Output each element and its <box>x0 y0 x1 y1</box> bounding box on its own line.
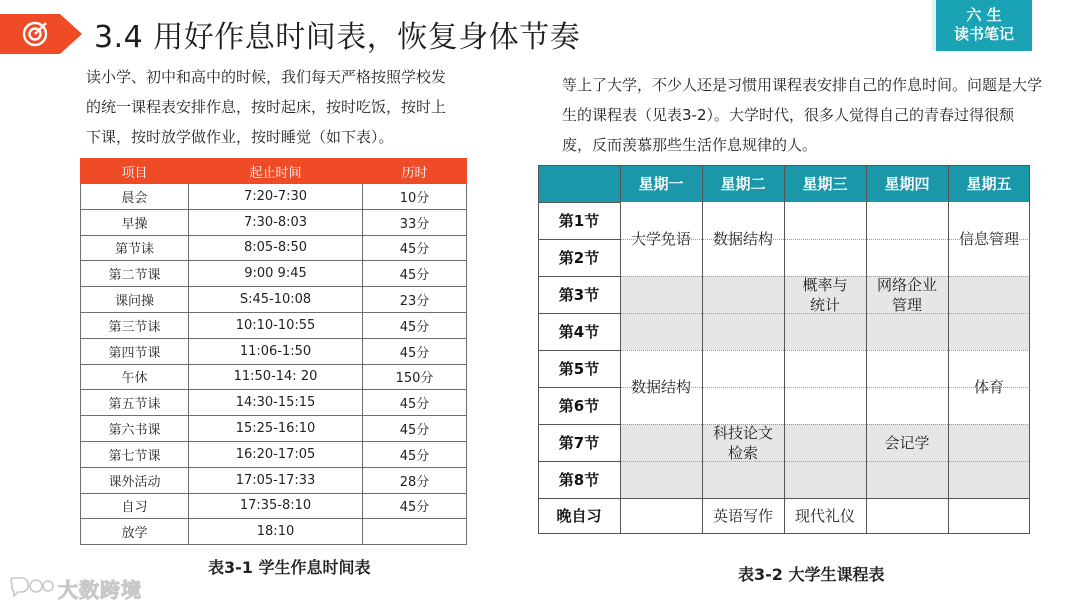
table-row <box>81 416 467 442</box>
day-header-cell: 星期二 <box>702 165 784 202</box>
period-label: 第5节 <box>558 359 600 378</box>
schedule-cell: 8:05-8:50 <box>189 235 363 261</box>
schedule-cell: S:45-10:08 <box>189 287 363 313</box>
grid-line <box>538 276 620 277</box>
period-label: 第3节 <box>558 285 600 304</box>
intro-paragraph-left: 读小学、初中和高中的时候，我们每天严格按照学校发的统一课程表安排作息，按时起床，按时吃饭，按时上下课，按时放学做作业，按时睡觉（如下表）。 <box>86 68 447 146</box>
grid-line <box>538 533 1030 534</box>
grid-line <box>538 424 620 425</box>
table-row <box>81 364 467 390</box>
schedule-cell: 11:50-14: 20 <box>189 364 363 390</box>
schedule-cell: 10分 <box>363 184 467 210</box>
course-cell: 会记学 <box>884 433 930 452</box>
grid-line <box>538 313 620 314</box>
table-row <box>81 493 467 519</box>
schedule-cell: 11:06-1:50 <box>189 338 363 364</box>
table-row <box>81 519 467 545</box>
schedule-cell: 第六书课 <box>81 416 189 442</box>
schedule-cell: 23分 <box>363 287 467 313</box>
period-label: 晚自习 <box>556 507 602 525</box>
grid-line <box>538 461 620 462</box>
period-label: 第8节 <box>558 470 600 489</box>
schedule-cell: 45分 <box>363 235 467 261</box>
schedule-cell: 17:35-8:10 <box>189 493 363 519</box>
course-cell: 网络企业 管理 <box>876 275 937 314</box>
course-cell: 大学免语 <box>630 230 691 248</box>
grid-line <box>538 239 620 240</box>
table-row <box>81 390 467 416</box>
schedule-table <box>80 158 467 545</box>
schedule-cell: 17:05-17:33 <box>189 467 363 493</box>
grid-line <box>538 202 620 203</box>
chat-bubble-icon <box>8 574 54 598</box>
schedule-cell: 150分 <box>363 364 467 390</box>
table-row <box>81 441 467 467</box>
grid-line <box>1029 165 1030 534</box>
schedule-header-cell: 项目 <box>81 159 189 184</box>
schedule-cell: 自习 <box>81 493 189 519</box>
table-row <box>81 287 467 313</box>
period-label: 第2节 <box>558 248 600 267</box>
course-cell: 英语写作 <box>712 507 773 525</box>
grid-dotted-line <box>620 350 1030 351</box>
schedule-cell: 45分 <box>363 261 467 287</box>
brand-logo <box>936 0 1032 51</box>
title-badge <box>0 14 88 54</box>
schedule-cell: 45分 <box>363 441 467 467</box>
grid-dotted-line <box>620 461 1030 462</box>
watermark <box>8 572 148 602</box>
schedule-cell: 45分 <box>363 416 467 442</box>
period-label: 第6节 <box>558 396 600 415</box>
schedule-cell: 早操 <box>81 209 189 235</box>
grid-dotted-line <box>620 313 1030 314</box>
course-table-caption: 表3-2 大学生课程表 <box>738 565 885 584</box>
brand-line-1: 六 生 <box>966 6 1002 24</box>
schedule-cell: 16:20-17:05 <box>189 441 363 467</box>
intro-paragraph-right: 等上了大学，不少人还是习惯用课程表安排自己的作息时间。问题是大学生的课程表（见表3-2）。大学时代，很多人觉得自己的青春过得很颓废，反而羡慕那些生活作息规律的人。 <box>562 76 1043 154</box>
schedule-cell: 45分 <box>363 338 467 364</box>
schedule-cell: 14:30-15:15 <box>189 390 363 416</box>
schedule-cell: 45分 <box>363 312 467 338</box>
watermark-text: 大数跨境 <box>58 578 142 602</box>
grid-dotted-line <box>620 424 1030 425</box>
grid-line <box>538 498 1030 499</box>
schedule-cell <box>363 519 467 545</box>
schedule-header-cell: 历时 <box>363 159 467 184</box>
schedule-cell: 9:00 9:45 <box>189 261 363 287</box>
day-header-cell: 星期三 <box>784 165 866 202</box>
period-label: 第7节 <box>558 433 600 452</box>
schedule-cell: 放学 <box>81 519 189 545</box>
table-row <box>81 467 467 493</box>
grid-line <box>948 165 949 534</box>
course-cell: 信息管理 <box>958 230 1019 248</box>
course-table <box>538 165 1030 534</box>
grid-dotted-line <box>620 276 1030 277</box>
target-icon <box>22 21 48 47</box>
schedule-cell: 45分 <box>363 493 467 519</box>
schedule-cell: 第节诔 <box>81 235 189 261</box>
grid-line <box>538 387 620 388</box>
table-row <box>81 209 467 235</box>
schedule-cell: 第七节课 <box>81 441 189 467</box>
schedule-cell: 课外活动 <box>81 467 189 493</box>
period-label: 第4节 <box>558 322 600 341</box>
brand-line-2: 读书笔记 <box>953 25 1014 43</box>
course-cell: 数据结构 <box>712 230 773 248</box>
grid-dotted-line <box>620 239 1030 240</box>
grid-line <box>620 165 621 534</box>
grid-line <box>538 350 620 351</box>
grid-dotted-line <box>620 387 1030 388</box>
grid-line <box>866 165 867 534</box>
course-cell: 科技论文 检索 <box>712 423 773 462</box>
schedule-cell: 第四节课 <box>81 338 189 364</box>
course-cell: 数据结构 <box>630 378 691 396</box>
table-row <box>81 235 467 261</box>
schedule-table-header <box>81 159 467 184</box>
day-header-cell: 星期四 <box>866 165 948 202</box>
schedule-table-caption: 表3-1 学生作息时间表 <box>208 558 371 577</box>
schedule-cell: 45分 <box>363 390 467 416</box>
schedule-cell: 第三节诔 <box>81 312 189 338</box>
schedule-cell: 18:10 <box>189 519 363 545</box>
schedule-cell: 7:30-8:03 <box>189 209 363 235</box>
schedule-cell: 午休 <box>81 364 189 390</box>
grid-line <box>784 165 785 534</box>
page-title: 3.4 用好作息时间表，恢复身体节奏 <box>94 20 581 55</box>
grid-line <box>702 165 703 534</box>
schedule-cell: 晨会 <box>81 184 189 210</box>
grid-line <box>538 165 1030 166</box>
schedule-cell: 7:20-7:30 <box>189 184 363 210</box>
schedule-cell: 10:10-10:55 <box>189 312 363 338</box>
period-label: 第1节 <box>558 211 600 230</box>
table-row <box>81 261 467 287</box>
schedule-cell: 28分 <box>363 467 467 493</box>
schedule-cell: 15:25-16:10 <box>189 416 363 442</box>
course-cell: 体育 <box>973 378 1004 396</box>
table-row <box>81 184 467 210</box>
day-header-cell: 星期五 <box>948 165 1030 202</box>
course-cell: 概率与 统计 <box>802 275 848 314</box>
table-row <box>81 338 467 364</box>
table-row <box>81 312 467 338</box>
schedule-cell: 第五节诔 <box>81 390 189 416</box>
schedule-cell: 33分 <box>363 209 467 235</box>
schedule-header-cell: 起止时间 <box>189 159 363 184</box>
day-header-cell: 星期一 <box>620 165 702 202</box>
schedule-cell: 第二节课 <box>81 261 189 287</box>
course-cell: 现代礼仪 <box>794 507 855 525</box>
schedule-cell: 课问操 <box>81 287 189 313</box>
